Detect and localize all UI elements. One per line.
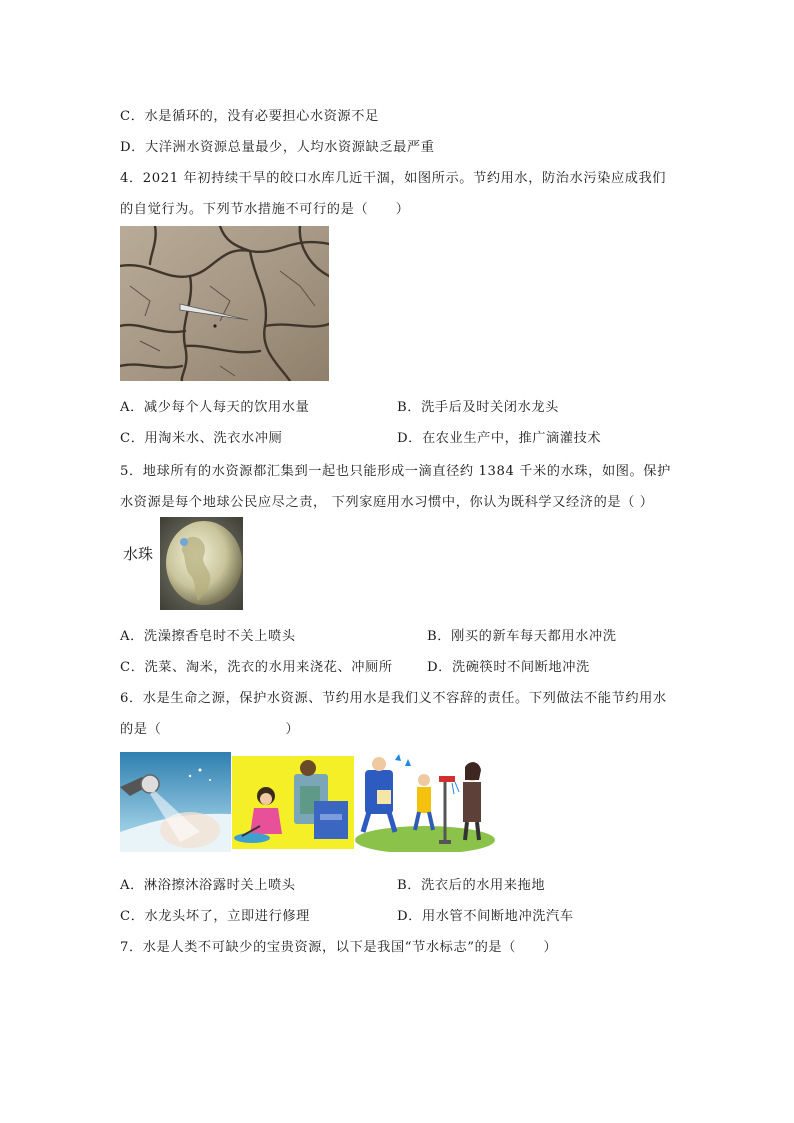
q4-stem-line2: 的自觉行为。下列节水措施不可行的是（ ） bbox=[120, 202, 410, 217]
dry-cracked-earth-image bbox=[120, 226, 329, 381]
q4-option-b: B．洗手后及时关闭水龙头 bbox=[397, 400, 559, 415]
q6-option-a: A．淋浴擦沐浴露时关上喷头 bbox=[120, 878, 296, 893]
q5-stem-line1: 5．地球所有的水资源都汇集到一起也只能形成一滴直径约 1384 千米的水珠，如图。保护 bbox=[120, 464, 671, 479]
q6-stem-line2: 的是（ ） bbox=[120, 722, 300, 737]
q4-option-a: A．减少每个人每天的饮用水量 bbox=[120, 400, 310, 415]
q5-option-d: D．洗碗筷时不间断地冲洗 bbox=[427, 660, 590, 675]
q7-stem-line1: 7．水是人类不可缺少的宝贵资源，以下是我国“节水标志”的是（ ） bbox=[120, 940, 558, 955]
q3-option-d: D．大洋洲水资源总量最少，人均水资源缺乏最严重 bbox=[120, 140, 435, 155]
fixing-faucet-cartoon-image bbox=[355, 752, 497, 852]
laundry-mopping-image bbox=[232, 756, 354, 849]
q5-option-c: C．洗菜、淘米，洗衣的水用来浇花、冲厕所 bbox=[120, 660, 393, 675]
q4-option-c: C．用淘米水、洗衣水冲厕 bbox=[120, 431, 283, 446]
q6-stem-line1: 6．水是生命之源，保护水资源、节约用水是我们义不容辞的责任。下列做法不能节约用水 bbox=[120, 691, 667, 706]
shower-head-image bbox=[120, 752, 231, 852]
q6-option-c: C．水龙头坏了，立即进行修理 bbox=[120, 909, 310, 924]
earth-water-drop-image bbox=[160, 517, 243, 610]
q5-stem-line2: 水资源是每个地球公民应尽之责， 下列家庭用水习惯中，你认为既科学又经济的是（ ） bbox=[120, 495, 654, 510]
q5-option-a: A．洗澡擦香皂时不关上喷头 bbox=[120, 629, 296, 644]
q4-stem-line1: 4．2021 年初持续干旱的皎口水库几近干涸，如图所示。节约用水，防治水污染应成我们 bbox=[120, 171, 667, 186]
q3-option-c: C．水是循环的，没有必要担心水资源不足 bbox=[120, 109, 379, 124]
q6-option-d: D．用水管不间断地冲洗汽车 bbox=[397, 909, 574, 924]
water-drop-label: 水珠 bbox=[123, 545, 154, 563]
q6-option-b: B．洗衣后的水用来拖地 bbox=[397, 878, 546, 893]
q4-option-d: D．在农业生产中，推广滴灌技术 bbox=[397, 431, 602, 446]
q5-option-b: B．刚买的新车每天都用水冲洗 bbox=[427, 629, 617, 644]
